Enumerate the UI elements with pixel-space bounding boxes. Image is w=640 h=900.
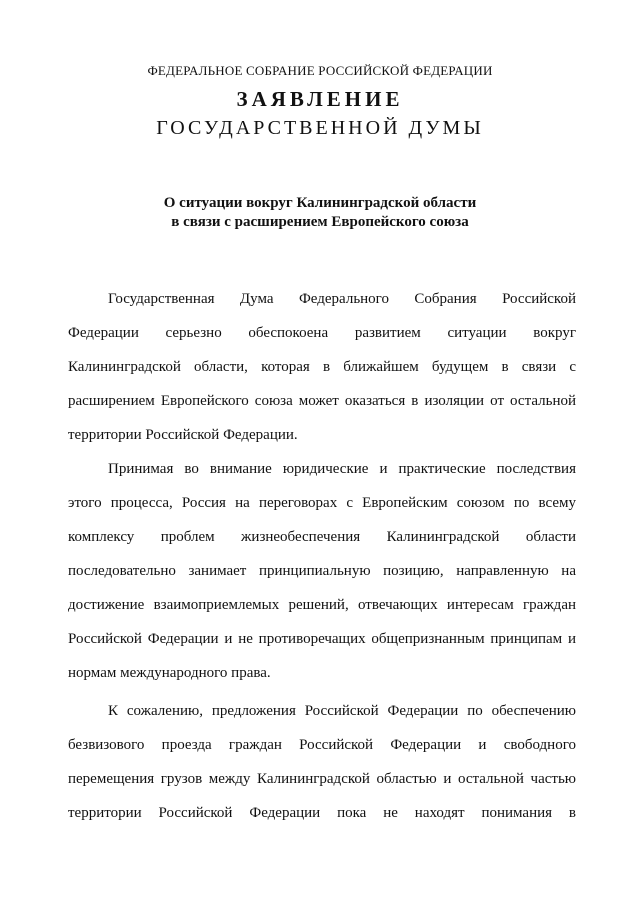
paragraph-line: последовательно занимает принципиальную позицию, направленную на <box>68 563 576 579</box>
paragraph-line: комплексу проблем жизнеобеспечения Калининградской области <box>68 529 576 545</box>
paragraph-line: Федерации серьезно обеспокоена развитием ситуации вокруг <box>68 325 576 341</box>
paragraph-line: территории Российской Федерации. <box>68 427 298 443</box>
paragraph-line: безвизового проезда граждан Российской Федерации и свободного <box>68 737 576 753</box>
paragraph-line: нормам международного права. <box>68 665 271 681</box>
paragraph-line: перемещения грузов между Калининградской областью и остальной частью <box>68 771 576 787</box>
paragraph-line: Российской Федерации и не противоречащих общепризнанным принципам и <box>68 631 576 647</box>
paragraph-line: этого процесса, Россия на переговорах с Европейским союзом по всему <box>68 495 576 511</box>
paragraph-line: расширением Европейского союза может оказаться в изоляции от остальной <box>68 393 576 409</box>
paragraph-line: Государственная Дума Федерального Собрания Российской <box>108 291 576 307</box>
document-subject <box>0 194 640 232</box>
paragraph-line: Принимая во внимание юридические и практические последствия <box>108 461 576 477</box>
document-issuer-title: ГОСУДАРСТВЕННОЙ ДУМЫ <box>156 117 484 139</box>
document-type-title: ЗАЯВЛЕНИЕ <box>236 87 404 111</box>
subject-line: в связи с расширением Европейского союза <box>171 214 469 230</box>
subject-line: О ситуации вокруг Калининградской области <box>163 195 477 211</box>
paragraph-line: Калининградской области, которая в ближайшем будущем в связи с <box>68 359 576 375</box>
paragraph-line: достижение взаимоприемлемых решений, отвечающих интересам граждан <box>68 597 576 613</box>
paragraph-line: К сожалению, предложения Российской Федерации по обеспечению <box>108 703 576 719</box>
organization-header: ФЕДЕРАЛЬНОЕ СОБРАНИЕ РОССИЙСКОЙ ФЕДЕРАЦИИ <box>147 63 493 78</box>
paragraph-line: территории Российской Федерации пока не находят понимания в <box>68 805 576 821</box>
